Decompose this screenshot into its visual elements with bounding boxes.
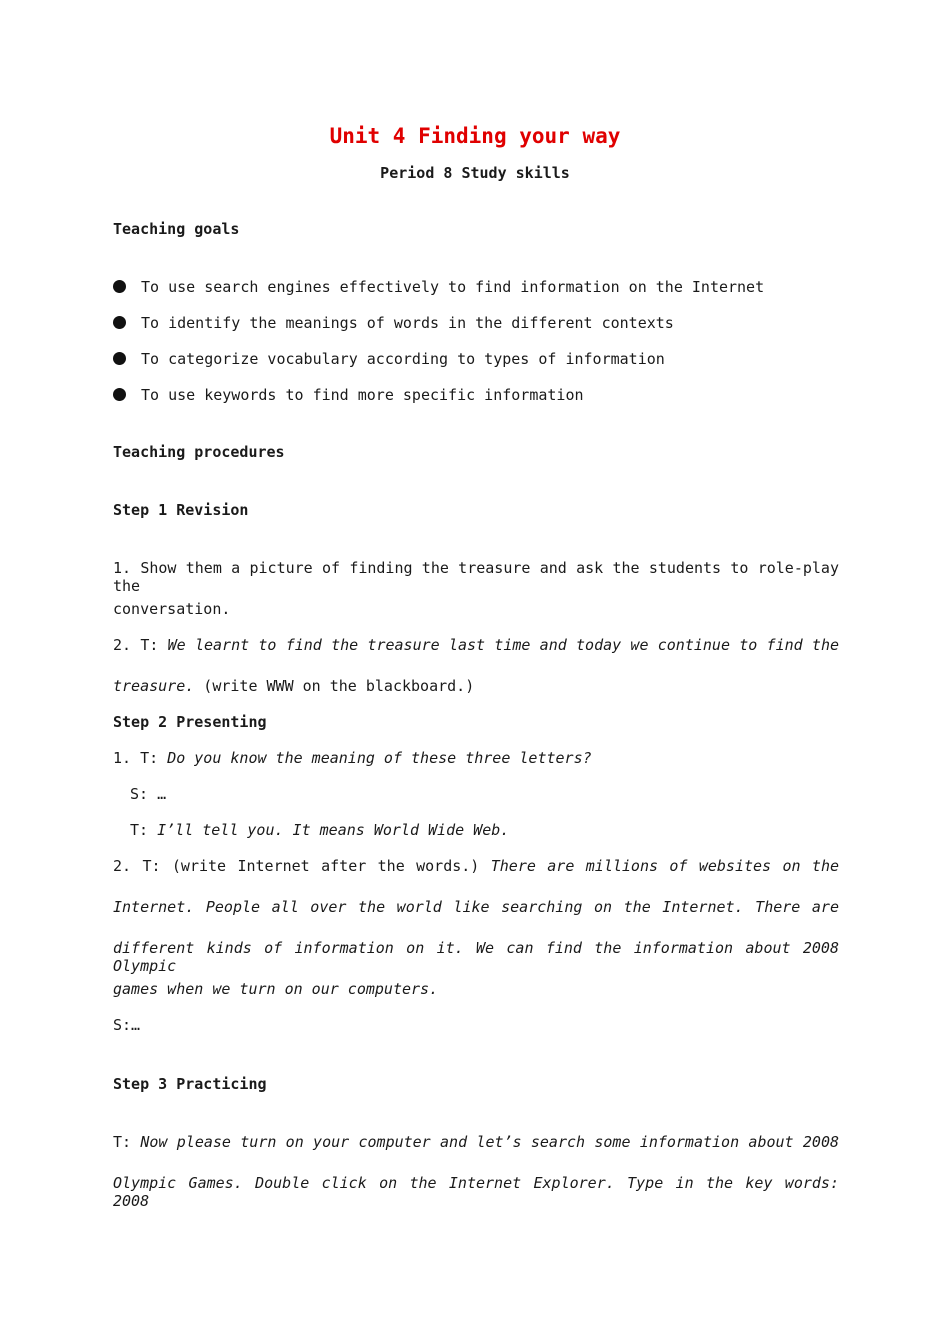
- step2-question1: 1. T: Do you know the meaning of these three letters?: [113, 749, 592, 767]
- step2-paragraph2-line2: Internet. People all over the world like searching on the Internet. There are: [113, 898, 839, 916]
- goal-item: To identify the meanings of words in the different contexts: [113, 314, 674, 332]
- step2-paragraph2-line1: 2. T: (write Internet after the words.) There are millions of websites on the: [113, 857, 840, 875]
- step2-paragraph2-line3: different kinds of information on it. We can find the information about 2008 Olympic: [113, 939, 839, 975]
- goal-item: To use search engines effectively to find information on the Internet: [113, 278, 764, 296]
- step2-student-end: S:…: [113, 1016, 141, 1034]
- bullet-icon: [113, 352, 126, 365]
- step2-teacher-reply: T: I’ll tell you. It means World Wide Web.: [130, 821, 510, 839]
- step3-line2: Olympic Games. Double click on the Internet Explorer. Type in the key words: 2008: [113, 1174, 839, 1210]
- goal-item: To categorize vocabulary according to types of information: [113, 350, 665, 368]
- goal-item: To use keywords to find more specific information: [113, 386, 584, 404]
- teaching-goals-heading: Teaching goals: [113, 220, 240, 238]
- step1-paragraph1-line1: 1. Show them a picture of finding the treasure and ask the students to role-play the: [113, 559, 839, 595]
- step3-heading: Step 3 Practicing: [113, 1075, 267, 1093]
- step2-heading: Step 2 Presenting: [113, 713, 267, 731]
- teaching-procedures-heading: Teaching procedures: [113, 443, 285, 461]
- bullet-icon: [113, 316, 126, 329]
- step2-student-reply: S: …: [130, 785, 167, 803]
- step3-line1: T: Now please turn on your computer and let’s search some information about 2008: [113, 1133, 840, 1151]
- step1-paragraph1-line2: conversation.: [113, 600, 231, 618]
- bullet-icon: [113, 280, 126, 293]
- page-title: Unit 4 Finding your way: [329, 124, 621, 148]
- step1-heading: Step 1 Revision: [113, 501, 249, 519]
- step1-paragraph2-line2: treasure. (write WWW on the blackboard.): [113, 677, 475, 695]
- step2-paragraph2-line4: games when we turn on our computers.: [113, 980, 439, 998]
- page-subtitle: Period 8 Study skills: [380, 164, 570, 182]
- step1-paragraph2-line1: 2. T: We learnt to find the treasure last time and today we continue to find the: [113, 636, 840, 654]
- bullet-icon: [113, 388, 126, 401]
